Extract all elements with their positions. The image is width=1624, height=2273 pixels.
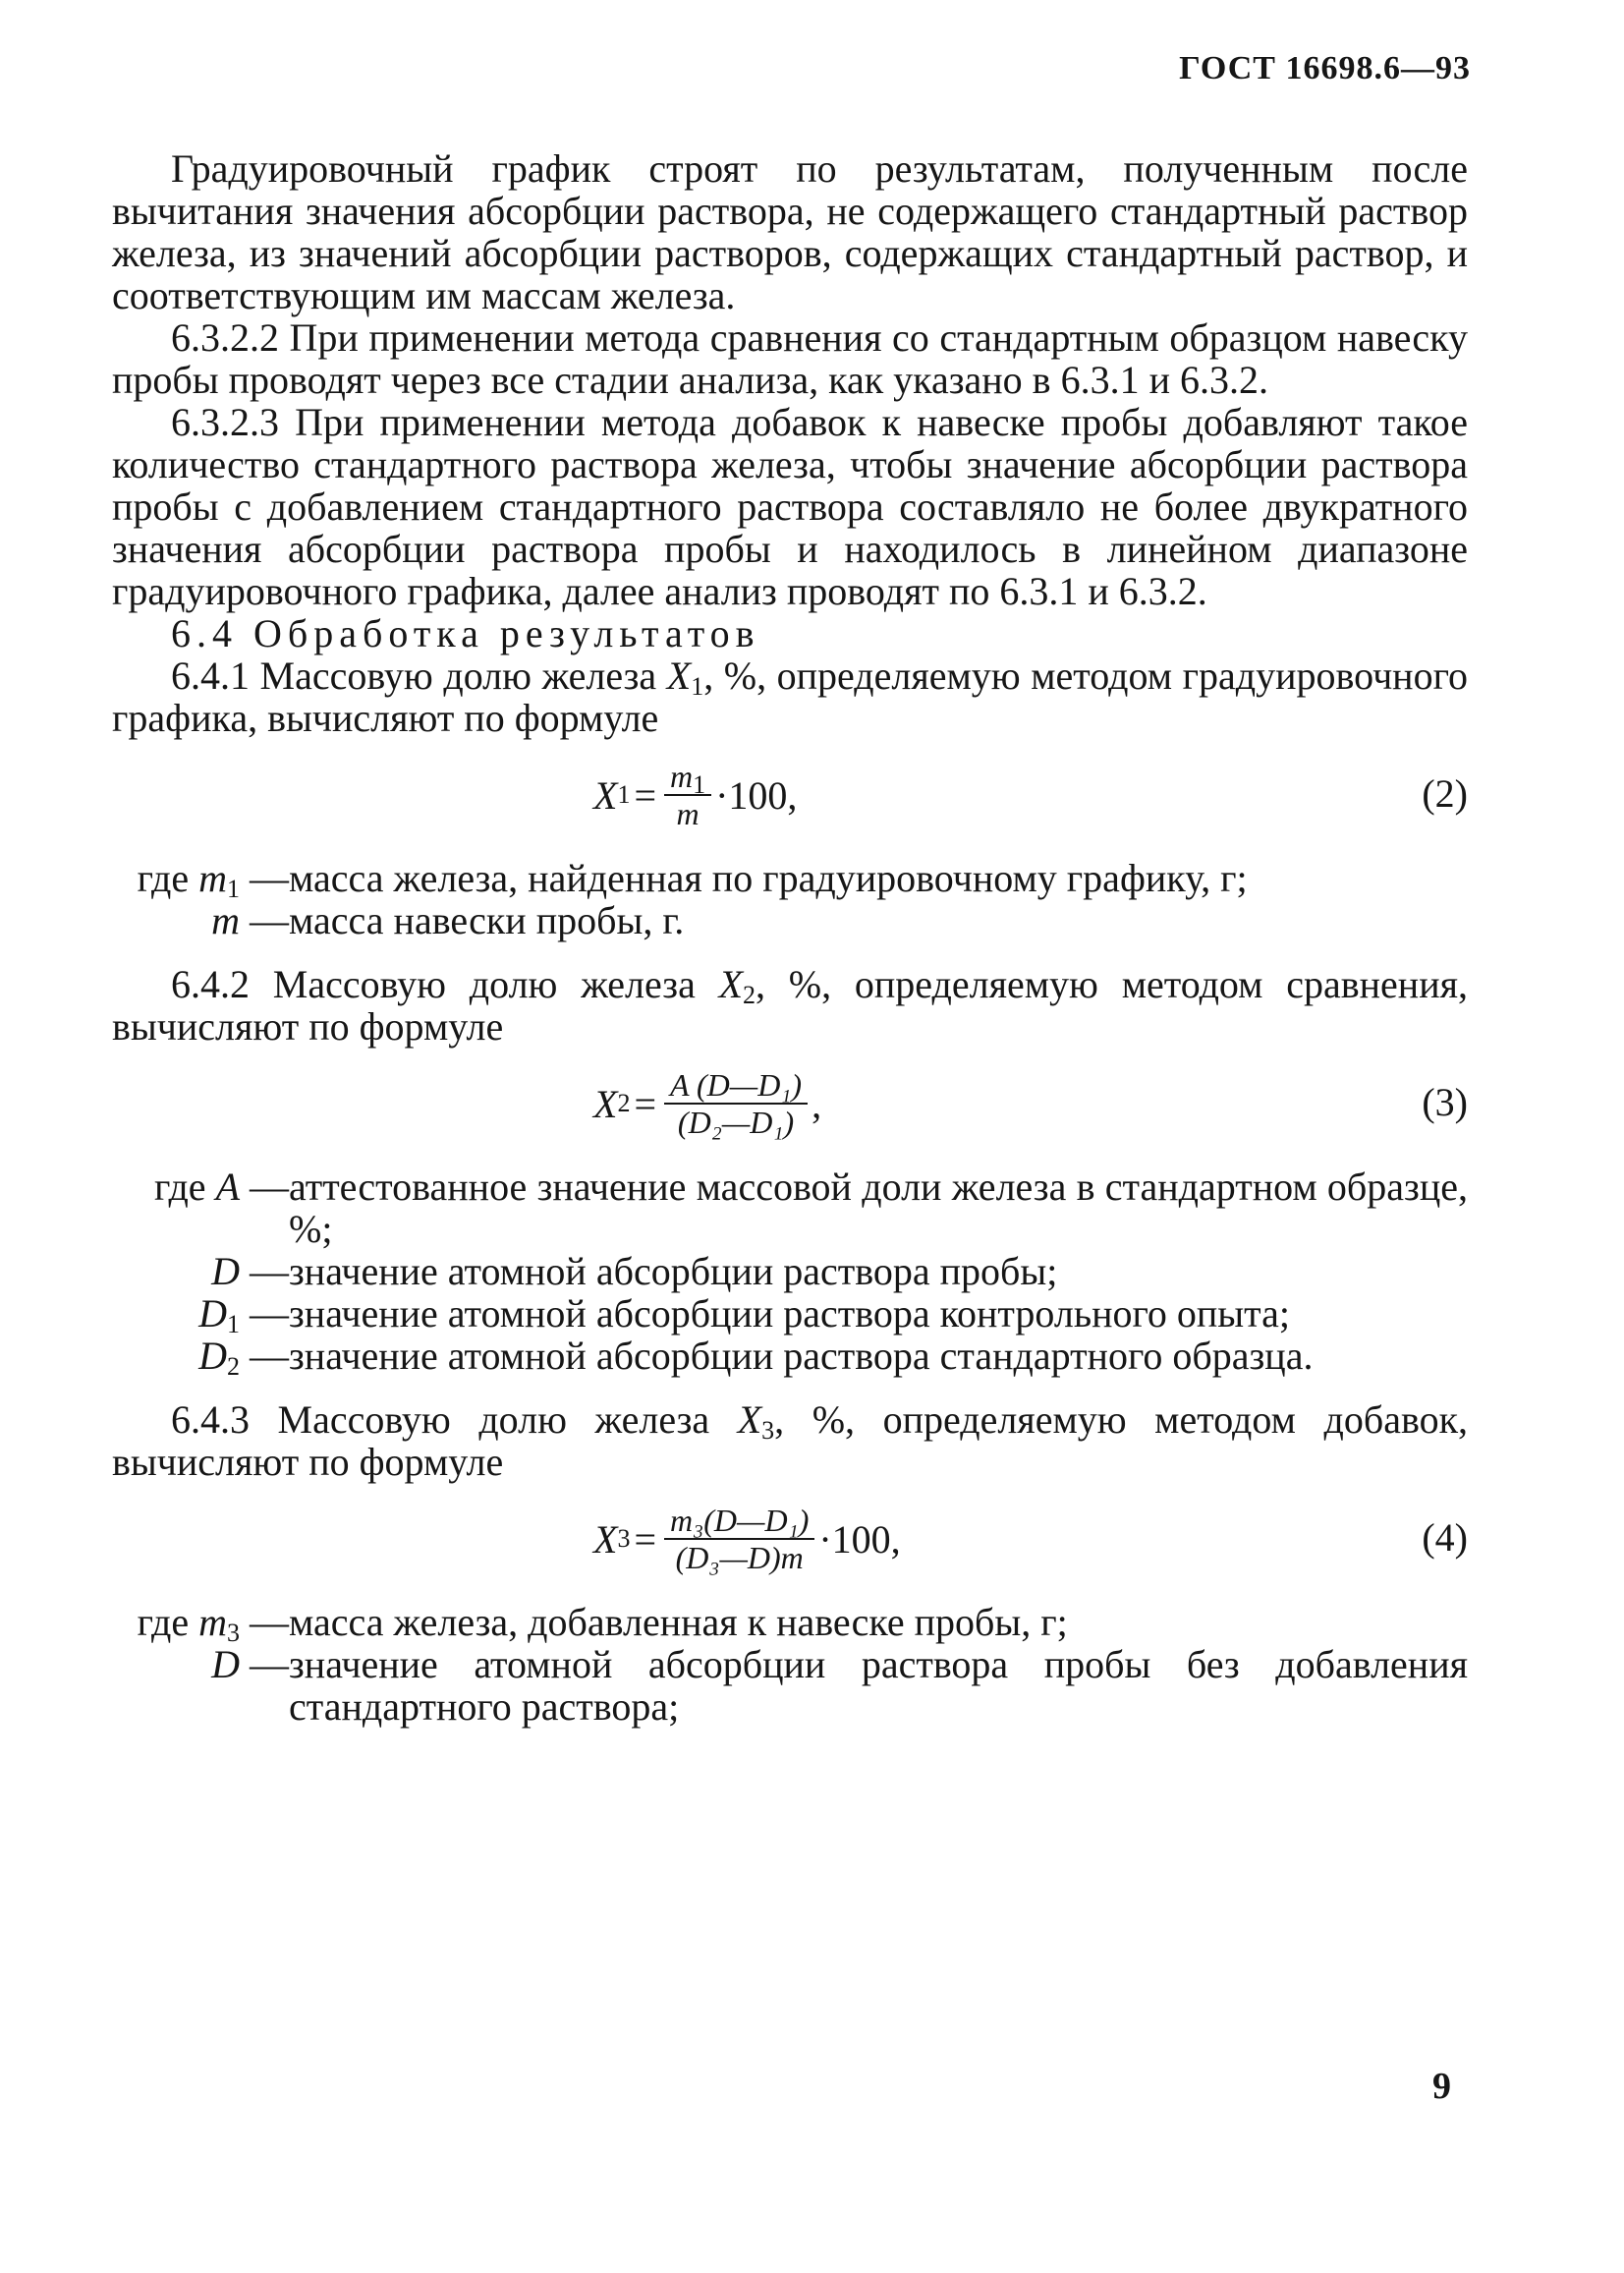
paragraph-6-3-2-3: 6.3.2.3 При применении метода добавок к навеске пробы добавляют такое количество стандартного раствора железа, чтобы значение абсорбции раствора пробы с добавлением стандартного раствора составляло не более двукратного значения абсорбции раствора пробы и находилось в линейном диапазоне градуировочного графика, далее анализ проводят по 6.3.1 и 6.3.2. <box>112 400 1468 613</box>
definitions-formula-2 <box>112 857 1468 941</box>
formula-3-number: (3) <box>1422 1080 1468 1124</box>
paragraph-6-4-3: 6.4.3 Массовую долю железа $X_3$, %, определяемую методом добавок, вычисляют по формуле <box>112 1397 1469 1484</box>
definition-item: где $m_3$ — масса железа, добавленная к навеске пробы, г; <box>137 1600 1068 1647</box>
formula-3-fraction: $\frac{\text{A (D—D₁)}}{\text{(D₂—D₁)}}$ <box>664 1067 808 1140</box>
document-body <box>112 147 1468 1728</box>
formula-4: X 3 = $\frac{\text{m₃(D—D₁)}}{\text{(D₃—D)m}}$ ·100, (4) <box>593 1503 1468 1575</box>
paragraph-6-4-1: 6.4.1 Массовую долю железа $X_1$, %, определяемую методом градуировочного графика, вычисляют по формуле <box>112 653 1468 740</box>
formula-2: X 1 = $\frac{m_1}{m}$ ·100, (2) <box>593 759 1468 831</box>
definition-item: $D_2$ — значение атомной абсорбции раствора стандартного образца. <box>198 1334 1314 1381</box>
page-number: 9 <box>1432 2066 1451 2107</box>
formula-4-number: (4) <box>1422 1515 1468 1560</box>
paragraph-6-3-2-2: 6.3.2.2 При применении метода сравнения со стандартным образцом навеску пробы проводят через все стадии анализа, как указано в 6.3.1 и 6.3.2. <box>112 315 1468 402</box>
definitions-formula-3 <box>112 1165 1468 1381</box>
formula-4-fraction: $\frac{\text{m₃(D—D₁)}}{\text{(D₃—D)m}}$ <box>664 1503 814 1575</box>
paragraph-6-4-2: 6.4.2 Массовую долю железа $X_2$, %, определяемую методом сравнения, вычисляют по формуле <box>112 962 1468 1049</box>
definition-item: где $m_1$ — масса железа, найденная по градуировочному графику, г; <box>137 856 1248 903</box>
definitions-formula-4 <box>112 1601 1468 1728</box>
paragraph-graph-construction: Градуировочный график строят по результатам, полученным после вычитания значения абсорбции раствора, не содержащего стандартный раствор железа, из значений абсорбции растворов, содержащих стандартный раствор, и соответствующим им массам железа. <box>112 146 1468 317</box>
section-heading: 6.4 Обработка результатов <box>171 611 760 655</box>
definition-item: где A — аттестованное значение массовой доли железа в стандартном образце, %; <box>154 1165 1468 1251</box>
definition-item: m — масса навески пробы, г. <box>211 898 685 942</box>
definition-item: D — значение атомной абсорбции раствора пробы; <box>211 1249 1058 1293</box>
formula-2-fraction: $\frac{m_1}{m}$ <box>664 759 711 831</box>
document-header: ГОСТ 16698.6—93 <box>1179 50 1471 86</box>
formula-3: X 2 = $\frac{\text{A (D—D₁)}}{\text{(D₂—D₁)}}$ , (3) <box>593 1067 1468 1140</box>
formula-2-number: (2) <box>1422 771 1468 816</box>
definition-item: D — значение атомной абсорбции раствора пробы без добавления стандартного раствора; <box>211 1642 1468 1729</box>
definition-item: $D_1$ — значение атомной абсорбции раствора контрольного опыта; <box>198 1291 1291 1338</box>
